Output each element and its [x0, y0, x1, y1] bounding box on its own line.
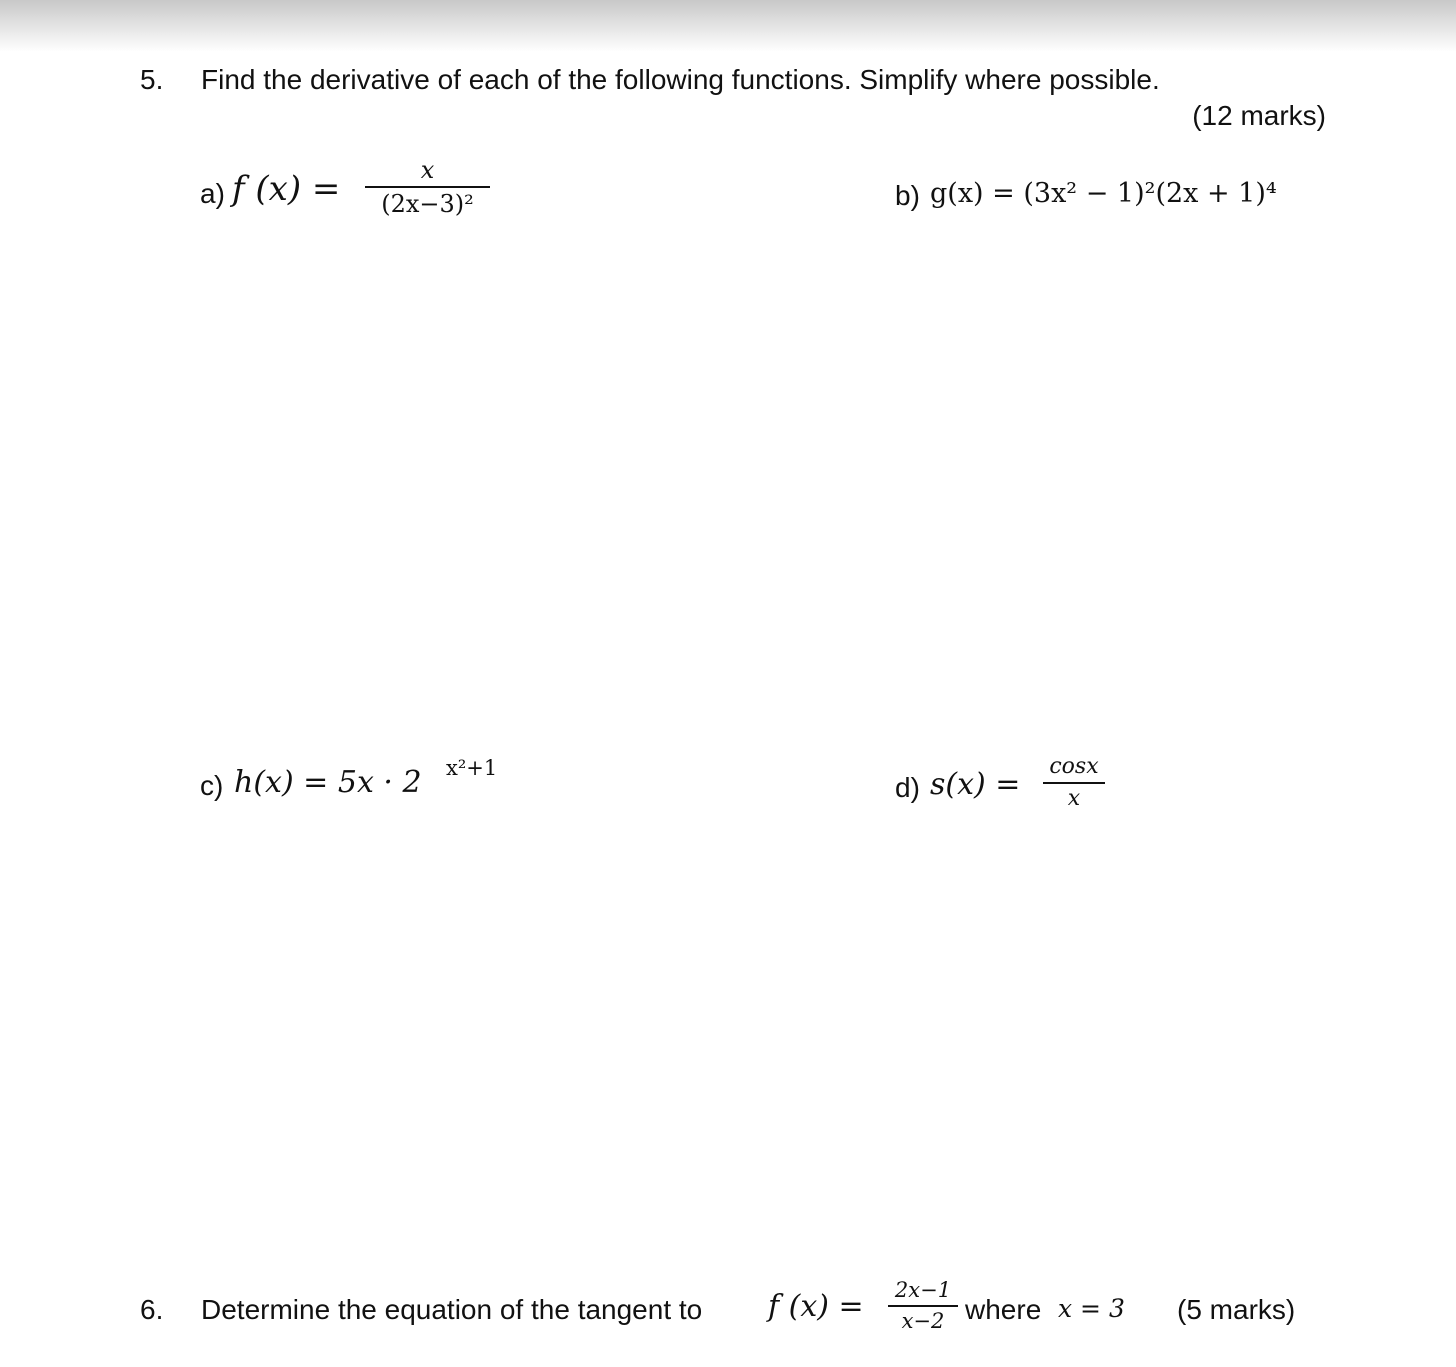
part-a-denominator: (2x−3)² [365, 186, 490, 216]
part-a-numerator: x [420, 156, 435, 184]
part-b-expression: g(x) = (3x² − 1)²(2x + 1)⁴ [930, 178, 1277, 209]
part-d-lhs: s(x) = [930, 767, 1021, 802]
part-d-label: d) [895, 772, 920, 803]
part-a-lhs: f (x) = [232, 169, 341, 209]
question-5-prompt: Find the derivative of each of the following functions. Simplify where possible. [201, 64, 1160, 95]
part-c-label: c) [200, 770, 224, 801]
part-d-numerator: cosx [1049, 754, 1099, 779]
question-6-marks: (5 marks) [1177, 1294, 1296, 1325]
question-6-where: where [965, 1294, 1042, 1325]
question-6-lhs: f (x) = [768, 1289, 864, 1324]
question-6-numerator: 2x−1 [894, 1278, 952, 1302]
part-b-label: b) [895, 180, 920, 211]
part-d-denominator: x [1043, 782, 1105, 810]
part-a-fraction [365, 158, 490, 216]
question-6-denominator: x−2 [888, 1305, 958, 1332]
question-6-fraction [888, 1280, 958, 1332]
question-6-prompt: Determine the equation of the tangent to [201, 1294, 703, 1325]
part-c-expression: h(x) = 5x · 2 [234, 765, 422, 800]
top-shadow [0, 0, 1456, 52]
question-5-marks: (12 marks) [1192, 100, 1326, 131]
question-5-number: 5. [140, 64, 164, 95]
question-6-condition: x = 3 [1058, 1294, 1125, 1323]
question-6-number: 6. [140, 1294, 164, 1325]
part-d-fraction [1043, 756, 1105, 810]
part-c-exponent: x²+1 [446, 756, 498, 780]
part-a-label: a) [200, 178, 225, 209]
